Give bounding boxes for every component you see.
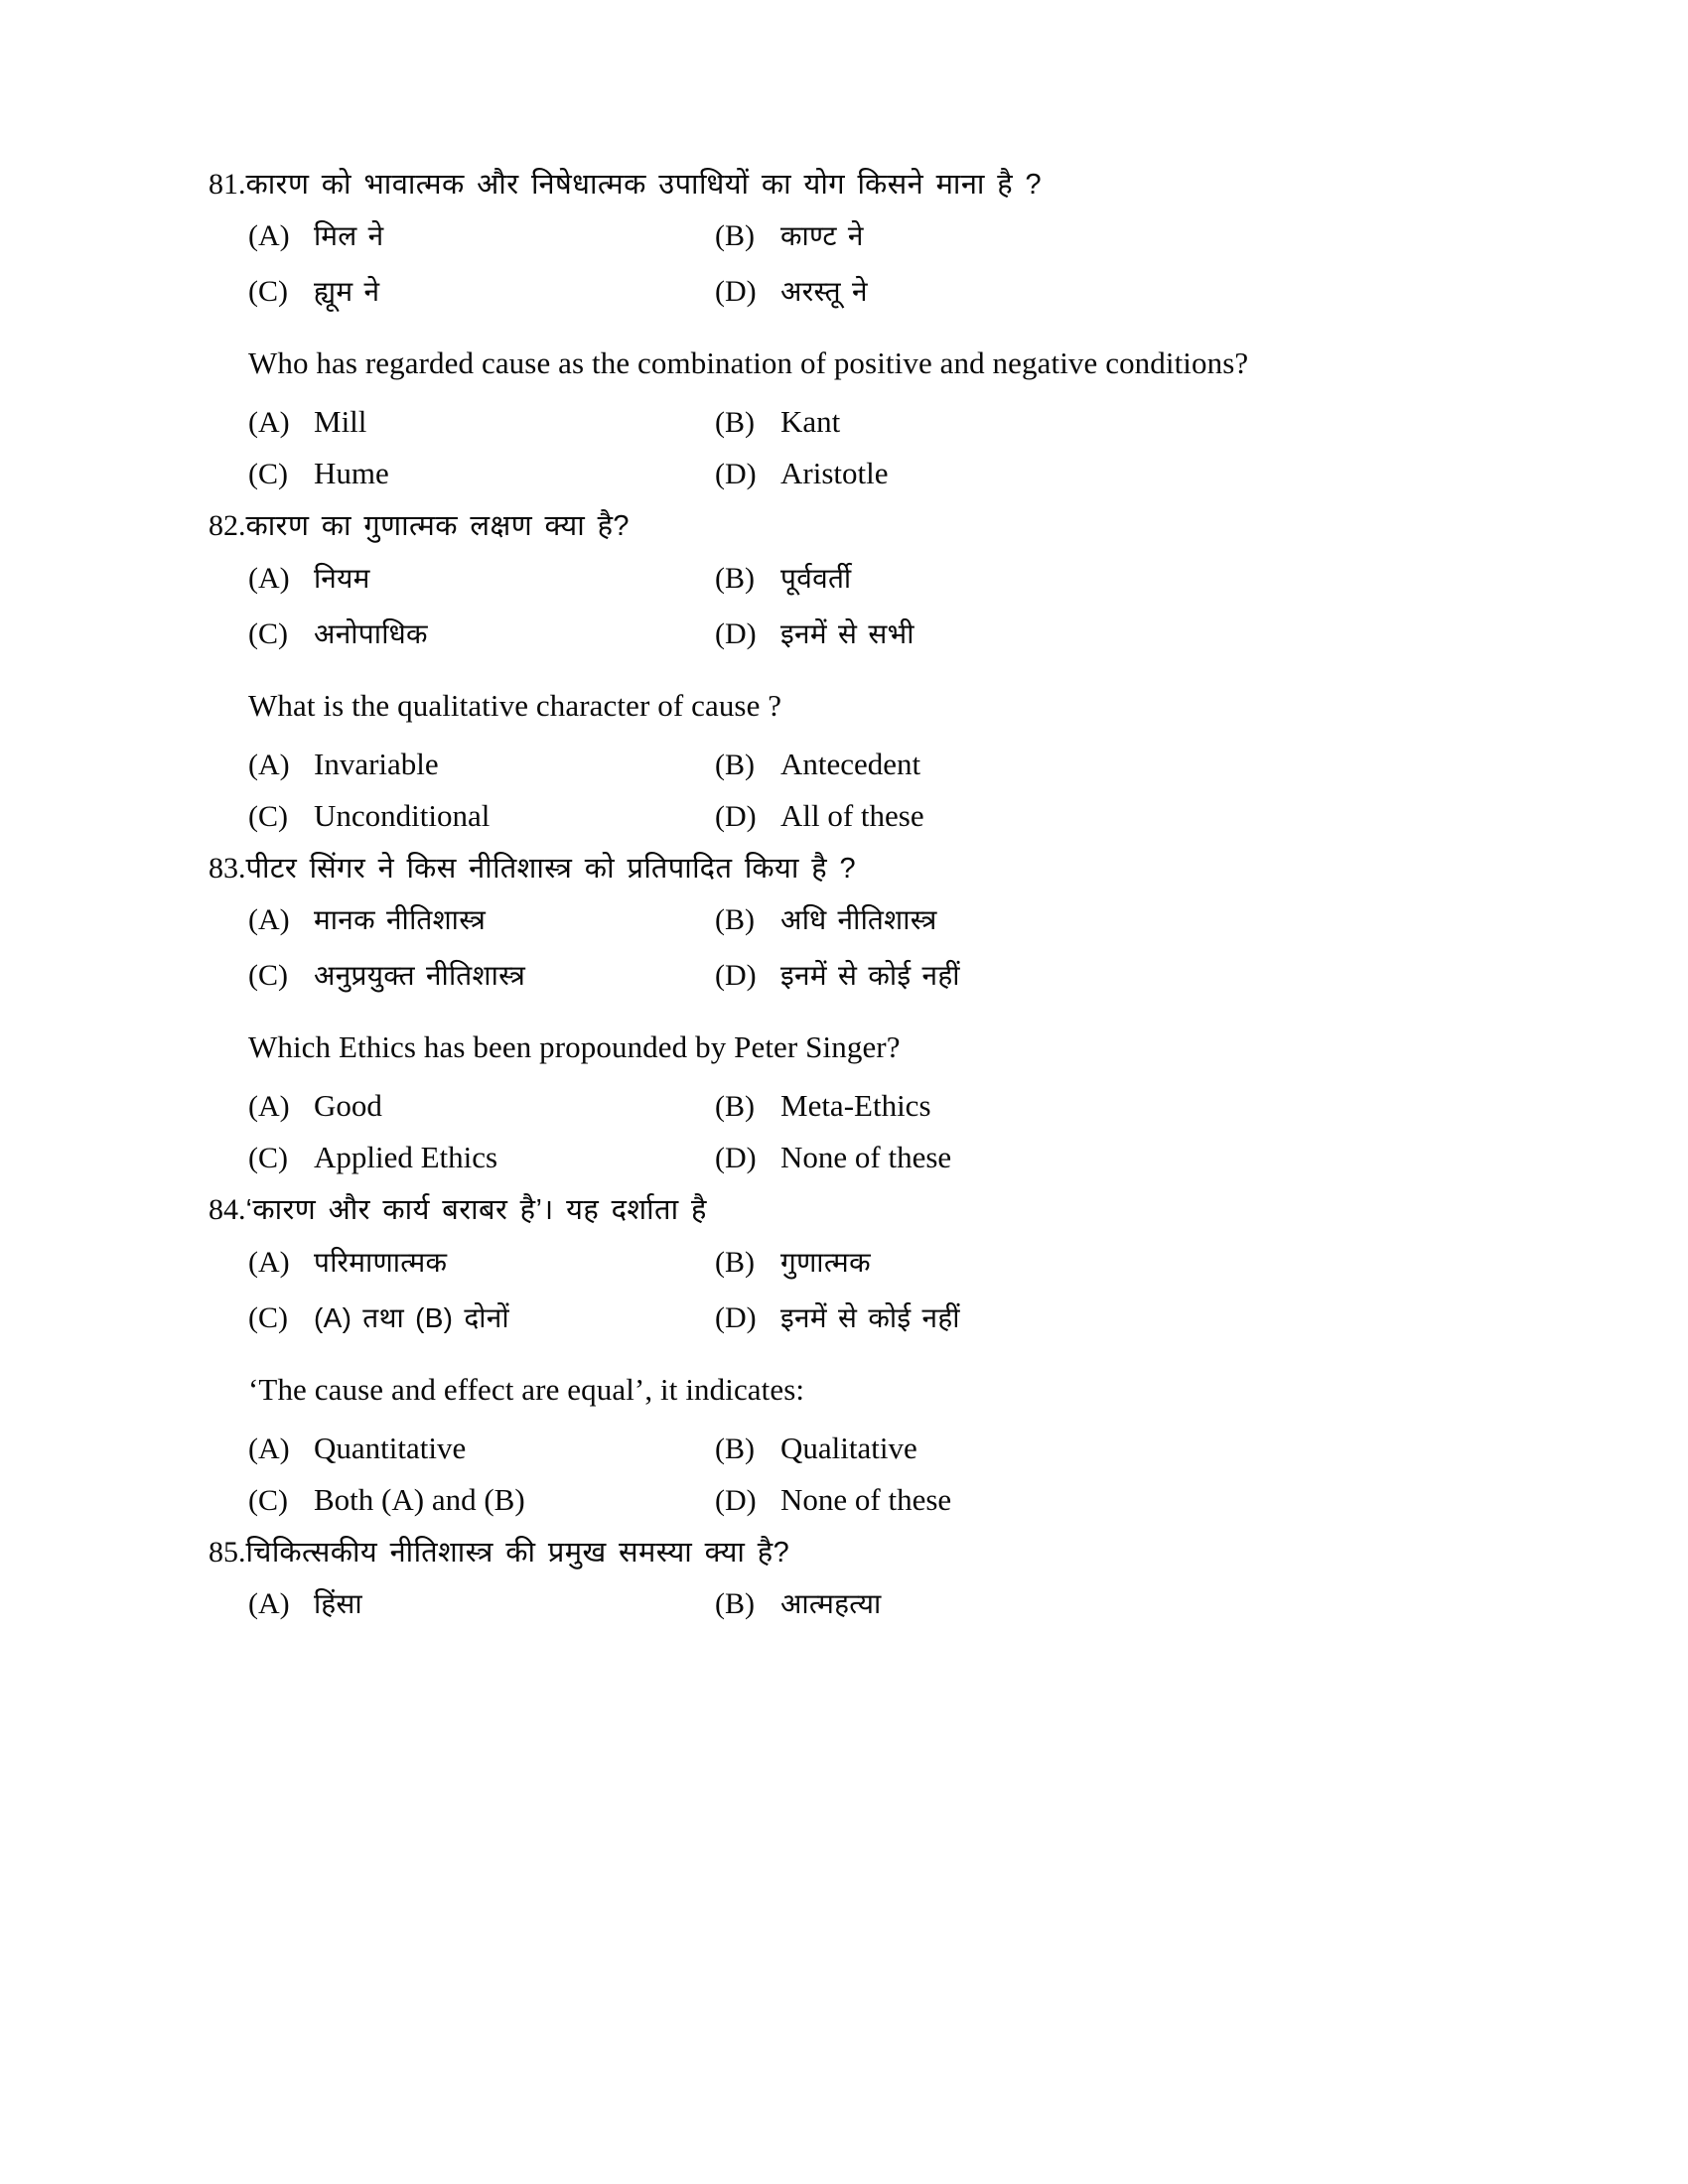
option-label: (A): [248, 219, 290, 253]
option-a-english-82[interactable]: [248, 746, 715, 783]
option-row: [248, 958, 1340, 994]
question-text-hindi-85: चिकित्सकीय नीतिशास्त्र की प्रमुख समस्या क्या है?: [245, 1536, 790, 1569]
option-text: मानक नीतिशास्त्र: [314, 904, 487, 936]
option-label: (D): [715, 799, 757, 833]
option-label: (D): [715, 959, 757, 993]
question-number-83: 83.: [209, 851, 246, 885]
option-text: Unconditional: [314, 797, 491, 833]
options-hindi-82: [248, 561, 1340, 652]
option-c-hindi-83[interactable]: [248, 958, 715, 994]
option-label: (B): [715, 1587, 755, 1621]
question-text-english-83: Which Ethics has been propounded by Peter Singer?: [248, 1029, 901, 1065]
question-text-hindi-83: पीटर सिंगर ने किस नीतिशास्त्र को प्रतिपादित किया है ?: [245, 852, 857, 885]
question-text-english-81: Who has regarded cause as the combination of positive and negative conditions?: [248, 345, 1249, 381]
option-text: इनमें से कोई नहीं: [780, 1301, 960, 1333]
option-d-english-82[interactable]: [715, 797, 1271, 835]
option-text: Kant: [780, 404, 841, 440]
option-row: [248, 1087, 1340, 1125]
option-label: (C): [248, 275, 288, 309]
options-hindi-81: [248, 218, 1340, 310]
option-text: पूर्ववर्ती: [780, 562, 852, 594]
option-text: इनमें से सभी: [780, 617, 914, 649]
option-label: (B): [715, 561, 755, 595]
option-text: इनमें से कोई नहीं: [780, 960, 960, 992]
options-hindi-83: [248, 902, 1340, 994]
option-label: (C): [248, 616, 288, 650]
option-text: ह्यूम ने: [314, 276, 380, 308]
option-a-hindi-85[interactable]: [248, 1586, 715, 1622]
option-label: (C): [248, 1300, 288, 1334]
question-block-85: [209, 1535, 1380, 1622]
option-label: (B): [715, 1432, 755, 1465]
option-text: गुणात्मक: [780, 1246, 871, 1278]
option-text: Aristotle: [780, 456, 889, 491]
option-text: Hume: [314, 456, 389, 491]
option-label: (B): [715, 1090, 755, 1124]
option-text: None of these: [780, 1140, 952, 1175]
question-block-83: [209, 851, 1380, 1176]
option-d-english-81[interactable]: [715, 455, 1271, 492]
option-text: नियम: [314, 562, 370, 594]
option-label: (A): [248, 406, 290, 440]
option-b-english-83[interactable]: [715, 1087, 1271, 1125]
option-c-english-82[interactable]: [248, 797, 715, 835]
option-label: (D): [715, 1300, 757, 1334]
option-label: (B): [715, 1245, 755, 1279]
option-row: [248, 274, 1340, 310]
option-c-hindi-81[interactable]: [248, 274, 715, 310]
question-text-english-82: What is the qualitative character of cause ?: [248, 687, 782, 723]
option-c-hindi-84[interactable]: [248, 1300, 715, 1336]
option-label: (A): [248, 561, 290, 595]
option-row: [248, 403, 1340, 441]
option-label: (A): [248, 1090, 290, 1124]
option-d-hindi-84[interactable]: [715, 1300, 1271, 1336]
option-row: [248, 218, 1340, 254]
option-label: (A): [248, 1432, 290, 1465]
option-row: [248, 746, 1340, 783]
option-d-hindi-83[interactable]: [715, 958, 1271, 994]
question-block-84: [209, 1192, 1380, 1518]
options-hindi-84: [248, 1245, 1340, 1336]
question-stem-hindi-81: [209, 167, 1380, 203]
option-label: (B): [715, 748, 755, 781]
question-text-hindi-82: कारण का गुणात्मक लक्षण क्या है?: [245, 510, 630, 543]
option-c-hindi-82[interactable]: [248, 616, 715, 652]
question-stem-hindi-84: [209, 1192, 1380, 1228]
option-row: [248, 1245, 1340, 1281]
option-text: Good: [314, 1088, 382, 1124]
option-label: (C): [248, 959, 288, 993]
option-a-english-84[interactable]: [248, 1430, 715, 1467]
option-label: (D): [715, 275, 757, 309]
question-list: [209, 167, 1380, 1622]
option-label: (B): [715, 406, 755, 440]
option-text: Qualitative: [780, 1430, 917, 1465]
option-text: Quantitative: [314, 1430, 467, 1465]
question-stem-hindi-85: [209, 1535, 1380, 1570]
option-text: Antecedent: [780, 746, 921, 781]
option-row: [248, 616, 1340, 652]
option-label: (A): [248, 748, 290, 781]
option-d-english-84[interactable]: [715, 1481, 1271, 1519]
option-c-english-83[interactable]: [248, 1139, 715, 1176]
question-stem-hindi-82: [209, 508, 1380, 544]
option-label: (D): [715, 1142, 757, 1175]
option-row: [248, 1430, 1340, 1467]
option-row: [248, 1139, 1340, 1176]
option-row: [248, 561, 1340, 597]
option-row: [248, 455, 1340, 492]
option-text: All of these: [780, 797, 924, 833]
option-a-english-83[interactable]: [248, 1087, 715, 1125]
option-text: अनोपाधिक: [314, 617, 428, 649]
option-row: [248, 1300, 1340, 1336]
option-label: (C): [248, 799, 288, 833]
option-label: (D): [715, 616, 757, 650]
options-english-84: [248, 1430, 1340, 1519]
option-a-hindi-83[interactable]: [248, 902, 715, 938]
question-text-english-84: ‘The cause and effect are equal’, it indicates:: [248, 1371, 805, 1407]
question-block-82: [209, 508, 1380, 834]
option-row: [248, 1586, 1340, 1622]
question-number-84: 84.: [209, 1193, 246, 1227]
option-label: (C): [248, 1483, 288, 1517]
options-english-81: [248, 403, 1340, 492]
question-stem-hindi-83: [209, 851, 1380, 887]
option-row: [248, 797, 1340, 835]
question-text-hindi-84: ‘कारण और कार्य बराबर है’। यह दर्शाता है: [245, 1194, 707, 1227]
option-text: अधि नीतिशास्त्र: [780, 904, 937, 936]
option-c-english-81[interactable]: [248, 455, 715, 492]
option-text: हिंसा: [314, 1588, 362, 1620]
option-row: [248, 902, 1340, 938]
options-english-82: [248, 746, 1340, 835]
option-d-hindi-81[interactable]: [715, 274, 1271, 310]
option-b-hindi-85[interactable]: [715, 1586, 1271, 1622]
option-text: None of these: [780, 1481, 952, 1517]
option-label: (C): [248, 458, 288, 491]
option-a-english-81[interactable]: [248, 403, 715, 441]
option-text: मिल ने: [314, 220, 384, 252]
option-label: (A): [248, 1587, 290, 1621]
option-text: Invariable: [314, 746, 439, 781]
options-hindi-85: [248, 1586, 1340, 1622]
option-text: काण्ट ने: [780, 220, 864, 252]
option-label: (D): [715, 1483, 757, 1517]
option-text: अरस्तू ने: [780, 276, 868, 308]
option-text: (A) तथा (B) दोनों: [314, 1301, 509, 1333]
option-text: Applied Ethics: [314, 1140, 498, 1175]
option-label: (A): [248, 1245, 290, 1279]
option-a-hindi-84[interactable]: [248, 1245, 715, 1281]
option-label: (C): [248, 1142, 288, 1175]
option-text: परिमाणात्मक: [314, 1246, 448, 1278]
question-number-85: 85.: [209, 1535, 246, 1569]
question-block-81: [209, 167, 1380, 492]
question-number-82: 82.: [209, 509, 246, 543]
option-text: अनुप्रयुक्त नीतिशास्त्र: [314, 960, 526, 992]
option-label: (A): [248, 903, 290, 937]
option-b-hindi-82[interactable]: [715, 561, 1271, 597]
option-b-hindi-83[interactable]: [715, 902, 1271, 938]
option-b-english-84[interactable]: [715, 1430, 1271, 1467]
option-b-hindi-84[interactable]: [715, 1245, 1271, 1281]
options-english-83: [248, 1087, 1340, 1176]
option-a-hindi-82[interactable]: [248, 561, 715, 597]
option-text: आत्महत्या: [780, 1588, 882, 1620]
option-d-hindi-82[interactable]: [715, 616, 1271, 652]
option-b-english-81[interactable]: [715, 403, 1271, 441]
option-d-english-83[interactable]: [715, 1139, 1271, 1176]
option-b-hindi-81[interactable]: [715, 218, 1271, 254]
question-number-81: 81.: [209, 168, 246, 201]
option-label: (B): [715, 219, 755, 253]
option-c-english-84[interactable]: [248, 1481, 715, 1519]
option-text: Meta-Ethics: [780, 1088, 931, 1124]
option-label: (D): [715, 458, 757, 491]
option-b-english-82[interactable]: [715, 746, 1271, 783]
option-label: (B): [715, 903, 755, 937]
option-row: [248, 1481, 1340, 1519]
option-text: Both (A) and (B): [314, 1481, 525, 1517]
option-a-hindi-81[interactable]: [248, 218, 715, 254]
option-text: Mill: [314, 404, 367, 440]
question-text-hindi-81: कारण को भावात्मक और निषेधात्मक उपाधियों का योग किसने माना है ?: [245, 169, 1043, 201]
